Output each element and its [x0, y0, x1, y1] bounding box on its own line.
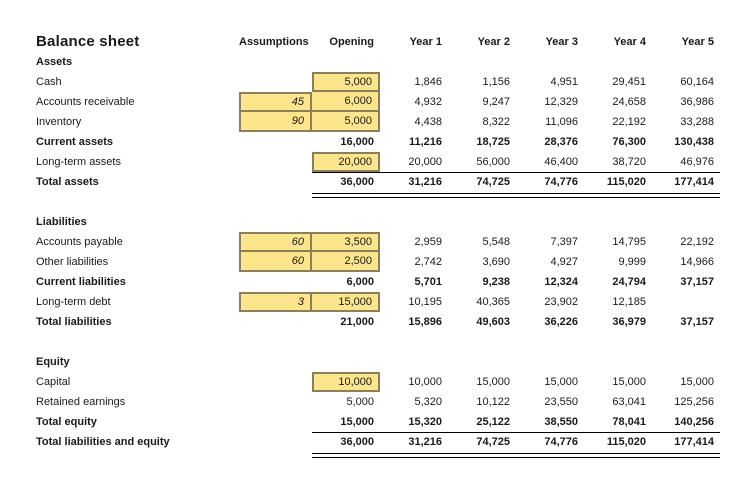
year-4-cell: 29,451	[612, 76, 646, 88]
assumption-cell	[239, 432, 312, 452]
numeric-cells-group	[312, 112, 720, 132]
year-3-cell: 46,400	[544, 156, 578, 168]
assumption-cell	[239, 392, 312, 412]
assumption-cell	[239, 132, 312, 152]
table-row	[36, 272, 720, 292]
year-3-cell: 4,951	[550, 76, 578, 88]
year-2-cell: 15,000	[476, 376, 510, 388]
year-5-cell: 177,414	[674, 436, 714, 448]
year-3-cell	[516, 52, 584, 72]
numeric-cells-group	[312, 372, 720, 392]
table-row	[36, 312, 720, 332]
row-label: Capital	[36, 376, 71, 388]
year-5-cell	[652, 352, 720, 372]
table-row	[36, 292, 720, 312]
year-2-cell: 56,000	[476, 156, 510, 168]
year-5-cell: 37,157	[680, 316, 714, 328]
opening-cell	[312, 52, 380, 72]
column-header-row	[36, 32, 720, 52]
year-3-cell: 12,329	[544, 96, 578, 108]
numeric-cells-group	[312, 292, 720, 312]
page-title: Balance sheet	[36, 33, 140, 50]
year-5-cell: 33,288	[680, 116, 714, 128]
year-5-cell: 14,966	[680, 256, 714, 268]
spacer-row	[36, 332, 720, 352]
year-5-cell: 140,256	[674, 416, 714, 428]
year-5-cell: 130,438	[674, 136, 714, 148]
assumption-cell	[239, 72, 312, 92]
assumption-cell[interactable]: 3	[239, 292, 312, 312]
year-5-cell: 177,414	[674, 176, 714, 188]
opening-cell	[312, 212, 380, 232]
assumption-cell[interactable]: 60	[239, 252, 312, 272]
opening-cell: 15,000	[340, 416, 374, 428]
col-header-assumptions: Assumptions	[239, 36, 309, 48]
assumption-cell	[239, 152, 312, 172]
assumption-cell[interactable]: 90	[239, 112, 312, 132]
row-label: Total assets	[36, 176, 99, 188]
numeric-cells-group	[312, 172, 720, 192]
year-5-cell: 60,164	[680, 76, 714, 88]
year-5-cell: 22,192	[680, 236, 714, 248]
year-1-cell: 4,932	[414, 96, 442, 108]
year-2-cell: 9,247	[482, 96, 510, 108]
opening-cell[interactable]: 2,500	[312, 252, 380, 272]
year-4-cell: 14,795	[612, 236, 646, 248]
year-2-cell: 74,725	[476, 176, 510, 188]
row-label: Current assets	[36, 136, 114, 148]
assumption-cell	[239, 52, 312, 72]
year-2-cell	[448, 212, 516, 232]
numeric-cells-group	[312, 232, 720, 252]
section-header-row	[36, 352, 720, 372]
opening-cell: 16,000	[340, 136, 374, 148]
year-3-cell: 12,324	[544, 276, 578, 288]
year-4-cell: 78,041	[612, 416, 646, 428]
year-3-cell: 15,000	[544, 376, 578, 388]
year-4-cell: 24,794	[612, 276, 646, 288]
table-row	[36, 112, 720, 132]
year-1-cell	[380, 52, 448, 72]
year-1-cell: 2,742	[414, 256, 442, 268]
year-1-cell: 10,000	[408, 376, 442, 388]
opening-cell: 5,000	[346, 396, 374, 408]
year-1-cell	[380, 212, 448, 232]
sheet-rows	[36, 52, 720, 452]
numeric-cells-group	[312, 272, 720, 292]
section-title: Assets	[36, 56, 73, 68]
year-2-cell: 74,725	[476, 436, 510, 448]
table-row	[36, 92, 720, 112]
year-5-cell: 125,256	[674, 396, 714, 408]
year-2-cell: 3,690	[482, 256, 510, 268]
assumption-cell[interactable]: 45	[239, 92, 312, 112]
year-1-cell: 1,846	[414, 76, 442, 88]
row-label: Inventory	[36, 116, 82, 128]
year-1-cell: 5,701	[414, 276, 442, 288]
balance-sheet	[36, 32, 720, 452]
year-1-cell: 20,000	[408, 156, 442, 168]
year-4-cell: 9,999	[618, 256, 646, 268]
year-5-cell: 46,976	[680, 156, 714, 168]
table-row	[36, 152, 720, 172]
table-row	[36, 232, 720, 252]
row-label: Other liabilities	[36, 256, 109, 268]
year-2-cell: 10,122	[476, 396, 510, 408]
numeric-cells-group	[312, 412, 720, 432]
numeric-cells-group	[312, 92, 720, 112]
numeric-cells-group	[312, 352, 720, 372]
year-1-cell: 5,320	[414, 396, 442, 408]
year-5-cell	[652, 52, 720, 72]
year-2-cell	[448, 52, 516, 72]
table-row	[36, 432, 720, 452]
numeric-cells-group	[312, 252, 720, 272]
assumption-cell	[239, 372, 312, 392]
table-row	[36, 372, 720, 392]
year-5-cell: 36,986	[680, 96, 714, 108]
year-2-cell: 8,322	[482, 116, 510, 128]
year-4-cell	[584, 352, 652, 372]
numeric-cells-group	[312, 132, 720, 152]
year-5-cell	[652, 292, 720, 312]
year-2-cell: 49,603	[476, 316, 510, 328]
table-row	[36, 72, 720, 92]
year-1-cell: 11,216	[408, 136, 442, 148]
table-row	[36, 252, 720, 272]
opening-cell: 6,000	[346, 276, 374, 288]
year-2-cell: 1,156	[482, 76, 510, 88]
year-2-cell: 40,365	[476, 296, 510, 308]
year-5-cell	[652, 212, 720, 232]
year-2-cell: 5,548	[482, 236, 510, 248]
section-header-row	[36, 212, 720, 232]
opening-cell[interactable]: 10,000	[312, 372, 380, 392]
numeric-cells-group	[312, 72, 720, 92]
assumption-cell	[239, 352, 312, 372]
row-label: Total equity	[36, 416, 97, 428]
opening-cell: 36,000	[340, 436, 374, 448]
numeric-cells-group	[312, 432, 720, 452]
year-4-cell: 22,192	[612, 116, 646, 128]
year-4-cell: 36,979	[612, 316, 646, 328]
assumption-cell[interactable]: 60	[239, 232, 312, 252]
year-5-cell: 15,000	[680, 376, 714, 388]
section-header-row	[36, 52, 720, 72]
assumption-cell	[239, 212, 312, 232]
year-3-cell: 74,776	[544, 436, 578, 448]
year-1-cell: 15,320	[408, 416, 442, 428]
year-1-cell: 4,438	[414, 116, 442, 128]
row-label: Accounts payable	[36, 236, 123, 248]
year-4-cell: 38,720	[612, 156, 646, 168]
numeric-cells-group	[312, 212, 720, 232]
col-header-year-4: Year 4	[613, 36, 646, 48]
col-header-year-2: Year 2	[477, 36, 510, 48]
year-3-cell: 36,226	[544, 316, 578, 328]
opening-cell[interactable]: 20,000	[312, 152, 380, 172]
col-header-opening: Opening	[329, 36, 374, 48]
year-3-cell: 28,376	[544, 136, 578, 148]
opening-cell	[312, 352, 380, 372]
section-title: Liabilities	[36, 216, 87, 228]
year-3-cell: 7,397	[550, 236, 578, 248]
assumption-cell	[239, 312, 312, 332]
year-1-cell: 2,959	[414, 236, 442, 248]
year-1-cell: 31,216	[408, 176, 442, 188]
row-label: Accounts receivable	[36, 96, 135, 108]
year-1-cell	[380, 352, 448, 372]
opening-cell[interactable]: 3,500	[312, 232, 380, 252]
year-2-cell: 9,238	[482, 276, 510, 288]
year-1-cell: 31,216	[408, 436, 442, 448]
col-header-year-3: Year 3	[545, 36, 578, 48]
table-row	[36, 412, 720, 432]
table-row	[36, 132, 720, 152]
year-3-cell: 23,902	[544, 296, 578, 308]
year-3-cell: 23,550	[544, 396, 578, 408]
col-header-year-1: Year 1	[409, 36, 442, 48]
year-4-cell	[584, 52, 652, 72]
year-3-cell	[516, 352, 584, 372]
section-title: Equity	[36, 356, 70, 368]
year-4-cell: 15,000	[612, 376, 646, 388]
year-1-cell: 10,195	[408, 296, 442, 308]
year-2-cell: 25,122	[476, 416, 510, 428]
opening-cell[interactable]: 15,000	[312, 292, 380, 312]
opening-cell: 21,000	[340, 316, 374, 328]
year-3-cell: 11,096	[545, 116, 578, 128]
assumption-cell	[239, 272, 312, 292]
row-label: Long-term debt	[36, 296, 111, 308]
year-4-cell	[584, 212, 652, 232]
table-row	[36, 172, 720, 192]
year-2-cell: 18,725	[476, 136, 510, 148]
year-5-cell: 37,157	[680, 276, 714, 288]
year-1-cell: 15,896	[408, 316, 442, 328]
year-3-cell: 4,927	[550, 256, 578, 268]
numeric-cells-group	[312, 312, 720, 332]
row-label: Current liabilities	[36, 276, 126, 288]
year-4-cell: 24,658	[612, 96, 646, 108]
year-2-cell	[448, 352, 516, 372]
year-4-cell: 115,020	[606, 436, 646, 448]
row-label: Retained earnings	[36, 396, 126, 408]
column-headers-group	[312, 32, 720, 52]
year-3-cell: 74,776	[544, 176, 578, 188]
year-4-cell: 63,041	[612, 396, 646, 408]
year-3-cell	[516, 212, 584, 232]
col-header-year-5: Year 5	[681, 36, 714, 48]
year-4-cell: 12,185	[612, 296, 646, 308]
year-4-cell: 115,020	[606, 176, 646, 188]
year-4-cell: 76,300	[612, 136, 646, 148]
numeric-cells-group	[312, 152, 720, 172]
row-label: Total liabilities and equity	[36, 436, 170, 448]
opening-cell[interactable]: 6,000	[312, 92, 380, 112]
year-3-cell: 38,550	[544, 416, 578, 428]
opening-cell[interactable]: 5,000	[312, 112, 380, 132]
row-label: Total liabilities	[36, 316, 112, 328]
row-label: Cash	[36, 76, 62, 88]
assumption-cell	[239, 172, 312, 192]
opening-cell: 36,000	[340, 176, 374, 188]
numeric-cells-group	[312, 392, 720, 412]
opening-cell[interactable]: 5,000	[312, 72, 380, 92]
numeric-cells-group	[312, 52, 720, 72]
assumption-cell	[239, 412, 312, 432]
row-label: Long-term assets	[36, 156, 121, 168]
table-row	[36, 392, 720, 412]
